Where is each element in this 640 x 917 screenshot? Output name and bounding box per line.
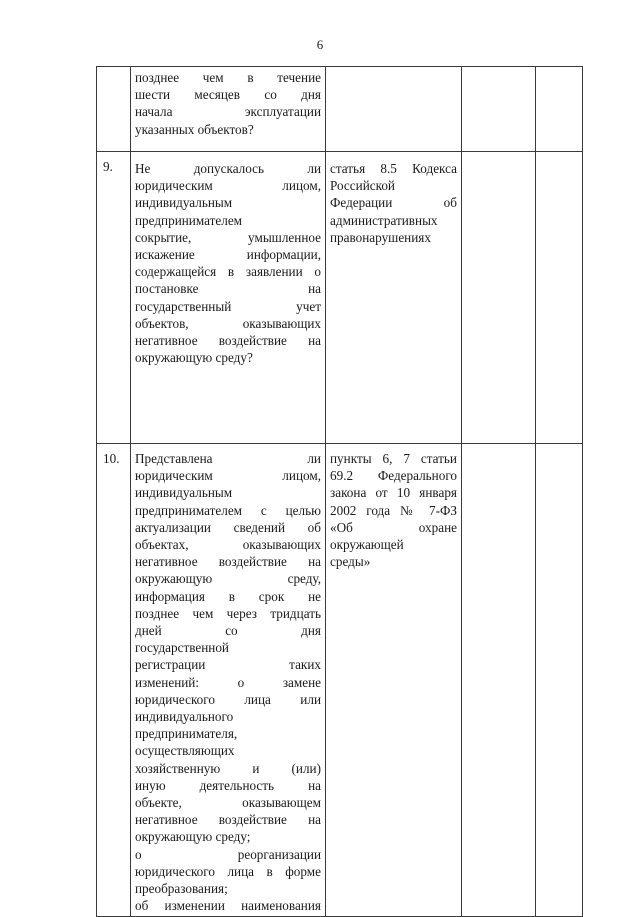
reference-line: Российской	[330, 178, 395, 194]
reference-line: окружающей	[330, 537, 404, 553]
reference-cell	[326, 444, 462, 917]
reference-line: 2002 года № 7-ФЗ	[330, 502, 457, 518]
question-line: предпринимателем	[135, 212, 243, 228]
question-line: содержащейся в заявлении о	[135, 264, 321, 280]
question-line: индивидуальным	[135, 195, 233, 211]
reference-line: 69.2 Федерального	[330, 468, 457, 484]
question-line: юридического лица или	[135, 691, 321, 707]
question-cell	[131, 444, 326, 917]
row-number: 10.	[97, 444, 131, 917]
question-line: окружающую среду;	[135, 829, 251, 845]
question-line: юридическим лицом,	[135, 178, 321, 194]
question-cell	[131, 67, 326, 152]
note-cell	[536, 444, 583, 917]
question-line: искажение информации,	[135, 247, 321, 263]
question-line: окружающую среду,	[135, 571, 321, 587]
reference-line: «Об охране	[330, 519, 457, 535]
question-line: объектах, оказывающих	[135, 537, 321, 553]
question-line: Представлена ли	[135, 451, 321, 466]
question-line: указанных объектов?	[135, 121, 254, 137]
reference-line: Федерации об	[330, 195, 457, 211]
question-line: позднее чем через тридцать	[135, 605, 321, 621]
reference-line: административных	[330, 212, 438, 228]
question-line: постановке на	[135, 281, 321, 297]
reference-line: закона от 10 января	[330, 485, 457, 501]
answer-cell	[462, 444, 536, 917]
question-line: преобразования;	[135, 881, 228, 897]
reference-line: пункты 6, 7 статьи	[330, 451, 457, 466]
reference-cell	[326, 152, 462, 444]
question-line: Не допускалось ли	[135, 161, 321, 176]
table-row	[97, 67, 583, 152]
question-line: сокрытие, умышленное	[135, 229, 321, 245]
question-line: негативное воздействие на	[135, 812, 321, 828]
table-row	[97, 444, 583, 917]
question-line: объектов, оказывающих	[135, 315, 321, 331]
reference-line: среды»	[330, 554, 371, 570]
question-line: о реорганизации	[135, 846, 321, 862]
page-number: 6	[316, 37, 324, 52]
answer-cell	[462, 152, 536, 444]
question-line: государственной	[135, 640, 229, 656]
question-line: начала эксплуатации	[135, 104, 321, 120]
reference-line: правонарушениях	[330, 229, 431, 245]
question-line: государственный учет	[135, 298, 321, 314]
question-line: юридического лица в форме	[135, 863, 321, 879]
question-line: индивидуального	[135, 709, 234, 725]
question-line: дней со дня	[135, 623, 321, 639]
question-line: шести месяцев со дня	[135, 87, 321, 103]
question-line: регистрации таких	[135, 657, 321, 673]
question-cell	[131, 152, 326, 444]
question-line: негативное воздействие на	[135, 554, 321, 570]
question-line: осуществляющих	[135, 743, 235, 759]
note-cell	[536, 67, 583, 152]
note-cell	[536, 152, 583, 444]
question-line: об изменении наименования	[135, 898, 321, 914]
checklist-table	[96, 66, 583, 917]
question-line: объекте, оказывающем	[135, 795, 321, 811]
question-line: юридическим лицом,	[135, 468, 321, 484]
question-line: актуализации сведений об	[135, 519, 321, 535]
question-line: информация в срок не	[135, 588, 321, 604]
reference-cell	[326, 67, 462, 152]
question-line: негативное воздействие на	[135, 333, 321, 349]
question-line: предпринимателя,	[135, 726, 238, 742]
row-number: 9.	[97, 152, 131, 444]
question-line: предпринимателем с целью	[135, 502, 321, 518]
reference-line: статья 8.5 Кодекса	[330, 161, 457, 176]
question-line: хозяйственную и (или)	[135, 760, 321, 776]
question-line: изменений: о замене	[135, 674, 321, 690]
row-number	[97, 67, 131, 152]
question-line: позднее чем в течение	[135, 70, 321, 85]
table-row	[97, 152, 583, 444]
question-line: окружающую среду?	[135, 350, 253, 366]
answer-cell	[462, 67, 536, 152]
question-line: иную деятельность на	[135, 777, 321, 793]
question-line: индивидуальным	[135, 485, 233, 501]
